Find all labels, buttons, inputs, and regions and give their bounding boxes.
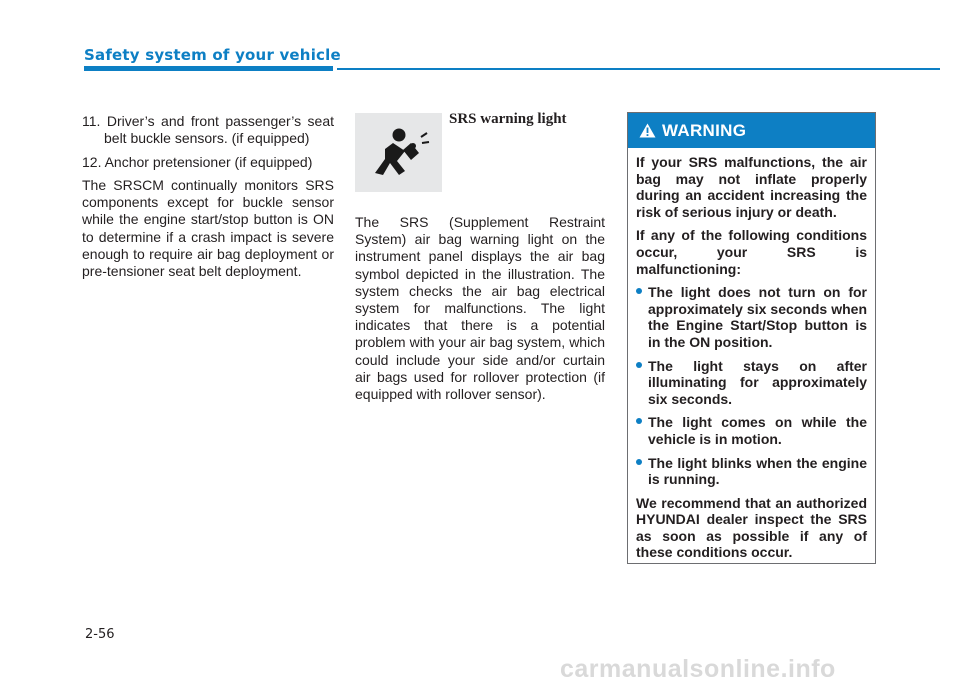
warning-condition-text: The light stays on after illuminating for approximately six seconds.	[648, 357, 867, 407]
airbag-warning-icon	[355, 113, 442, 192]
warning-condition-item	[636, 455, 867, 488]
srs-warning-light-heading: SRS warning light	[449, 111, 567, 127]
watermark: carmanualsonline.info	[560, 655, 836, 683]
warning-recommendation: We recommend that an authorized HYUNDAI dealer inspect the SRS as soon as possible if any of these conditions occur.	[636, 494, 867, 561]
list-item-11: 11. Driver’s and front passenger’s seat belt buckle sensors. (if equipped)	[82, 113, 334, 147]
bullet-icon	[636, 362, 642, 368]
left-column	[82, 113, 334, 287]
srscm-paragraph: The SRSCM continually monitors SRS components except for buckle sensor while the engine start/stop button is ON to determine if a crash impact is severe enough to require air bag deployment or pre-tensioner seat belt deployment.	[82, 176, 334, 280]
warning-condition-item	[636, 358, 867, 408]
bullet-icon	[636, 288, 642, 294]
warning-conditions-list	[636, 284, 867, 488]
warning-condition-text: The light blinks when the engine is running.	[648, 454, 867, 488]
warning-body	[628, 148, 875, 561]
bullet-icon	[636, 459, 642, 465]
page-number: 2-56	[85, 627, 115, 642]
bullet-icon	[636, 418, 642, 424]
warning-intro: If your SRS malfunctions, the air bag may not inflate properly during an accident increasing the risk of serious injury or death.	[636, 154, 867, 220]
warning-title: WARNING	[662, 120, 747, 140]
warning-condition-text: The light does not turn on for approximately six seconds when the Engine Start/Stop button is in the ON position.	[648, 284, 867, 350]
warning-condition-item	[636, 414, 867, 447]
section-title: Safety system of your vehicle	[84, 46, 341, 64]
header-rule-thin	[337, 68, 940, 70]
warning-conditions-lead: If any of the following conditions occur, your SRS is malfunctioning:	[636, 227, 867, 277]
header-rule-thick	[84, 66, 333, 71]
srs-paragraph: The SRS (Supplement Restraint System) air bag warning light on the instrument panel displays the air bag symbol depicted in the illustration. The system checks the air bag electrical system for malfunctions. The light indicates that there is a potential problem with your air bag system, which could include your side and/or curtain air bags used for rollover protection (if equipped with rollover sensor).	[355, 214, 605, 403]
warning-header	[628, 113, 875, 148]
list-item-12: 12. Anchor pretensioner (if equipped)	[82, 153, 313, 170]
warning-condition-item	[636, 284, 867, 350]
warning-condition-text: The light comes on while the vehicle is in motion.	[648, 414, 867, 447]
warning-box	[627, 112, 876, 564]
warning-triangle-icon	[639, 123, 656, 138]
